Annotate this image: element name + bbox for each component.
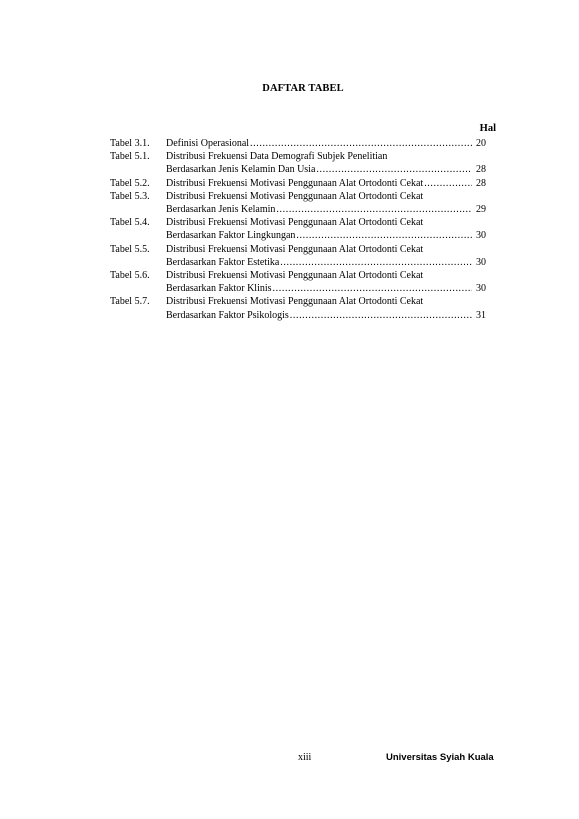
- entry-body: [166, 190, 486, 216]
- entry-title: Berdasarkan Faktor Estetika: [166, 256, 280, 268]
- entry-title: Definisi Operasional: [166, 138, 250, 149]
- entry-label: Tabel 3.1.: [110, 138, 150, 149]
- entry-body: [166, 216, 486, 242]
- entry-title: Distribusi Frekuensi Data Demografi Subjek Penelitian: [166, 151, 388, 163]
- entry-page-number: 28: [476, 177, 486, 189]
- entry-line: [166, 137, 486, 150]
- entry-body: [166, 137, 486, 150]
- entry-page-number: 30: [476, 283, 486, 295]
- entry-body: [166, 295, 486, 321]
- toc-entry[interactable]: [110, 177, 486, 190]
- entry-label: Tabel 5.1.: [110, 151, 150, 163]
- entry-title: Berdasarkan Faktor Klinis: [166, 283, 272, 295]
- dot-leader: [316, 163, 472, 176]
- entry-body: [166, 150, 486, 176]
- toc-entry[interactable]: [110, 295, 486, 321]
- entry-line: [166, 216, 486, 229]
- entry-page-number: 28: [476, 164, 486, 176]
- entry-line: [166, 190, 486, 203]
- entry-body: [166, 243, 486, 269]
- entry-page-number: 31: [476, 309, 486, 321]
- entry-page-number: 30: [476, 230, 486, 242]
- entry-title: Distribusi Frekuensi Motivasi Penggunaan Alat Ortodonti Cekat: [166, 243, 424, 255]
- toc-entry[interactable]: [110, 137, 486, 150]
- entry-line: [166, 295, 486, 308]
- entry-label: Tabel 5.6.: [110, 270, 150, 282]
- entry-title: Distribusi Frekuensi Motivasi Penggunaan Alat Ortodonti Cekat: [166, 296, 424, 308]
- entry-line: [166, 229, 486, 242]
- toc-entry[interactable]: [110, 243, 486, 269]
- entry-line: [166, 150, 486, 163]
- entry-label: Tabel 5.3.: [110, 190, 150, 202]
- footer-institution: Universitas Syiah Kuala: [386, 752, 494, 763]
- entry-page-number: 29: [476, 204, 486, 216]
- entry-line: [166, 177, 486, 190]
- toc-entry[interactable]: [110, 150, 486, 176]
- toc-entry[interactable]: [110, 269, 486, 295]
- dot-leader: [273, 282, 472, 295]
- toc-entry[interactable]: [110, 190, 486, 216]
- dot-leader: [276, 203, 472, 216]
- entry-body: [166, 269, 486, 295]
- entry-label: Tabel 5.2.: [110, 177, 150, 189]
- entry-title: Berdasarkan Faktor Psikologis: [166, 309, 289, 321]
- entry-title: Distribusi Frekuensi Motivasi Penggunaan Alat Ortodonti Cekat: [166, 177, 424, 189]
- dot-leader: [250, 137, 472, 150]
- entry-line: [166, 203, 486, 216]
- entry-page-number: 20: [476, 138, 486, 149]
- dot-leader: [296, 229, 472, 242]
- page-title: DAFTAR TABEL: [262, 83, 344, 94]
- dot-leader: [424, 177, 472, 190]
- entry-title: Berdasarkan Faktor Lingkungan: [166, 230, 296, 242]
- entry-title: Distribusi Frekuensi Motivasi Penggunaan Alat Ortodonti Cekat: [166, 270, 424, 282]
- entry-label: Tabel 5.4.: [110, 217, 150, 229]
- entry-title: Distribusi Frekuensi Motivasi Penggunaan Alat Ortodonti Cekat: [166, 217, 424, 229]
- entry-line: [166, 243, 486, 256]
- entry-title: Berdasarkan Jenis Kelamin: [166, 204, 276, 216]
- entry-page-number: 30: [476, 256, 486, 268]
- entry-line: [166, 309, 486, 322]
- entry-line: [166, 269, 486, 282]
- dot-leader: [280, 256, 472, 269]
- entry-line: [166, 256, 486, 269]
- entry-title: Distribusi Frekuensi Motivasi Penggunaan Alat Ortodonti Cekat: [166, 190, 424, 202]
- entry-body: [166, 177, 486, 190]
- entry-label: Tabel 5.7.: [110, 296, 150, 308]
- page-column-header: Hal: [479, 123, 496, 134]
- entry-label: Tabel 5.5.: [110, 243, 150, 255]
- toc-entry[interactable]: [110, 216, 486, 242]
- footer-page-number: xiii: [298, 752, 312, 763]
- entry-line: [166, 282, 486, 295]
- entry-title: Berdasarkan Jenis Kelamin Dan Usia: [166, 164, 316, 176]
- table-list: [110, 137, 486, 322]
- entry-line: [166, 163, 486, 176]
- dot-leader: [290, 309, 472, 322]
